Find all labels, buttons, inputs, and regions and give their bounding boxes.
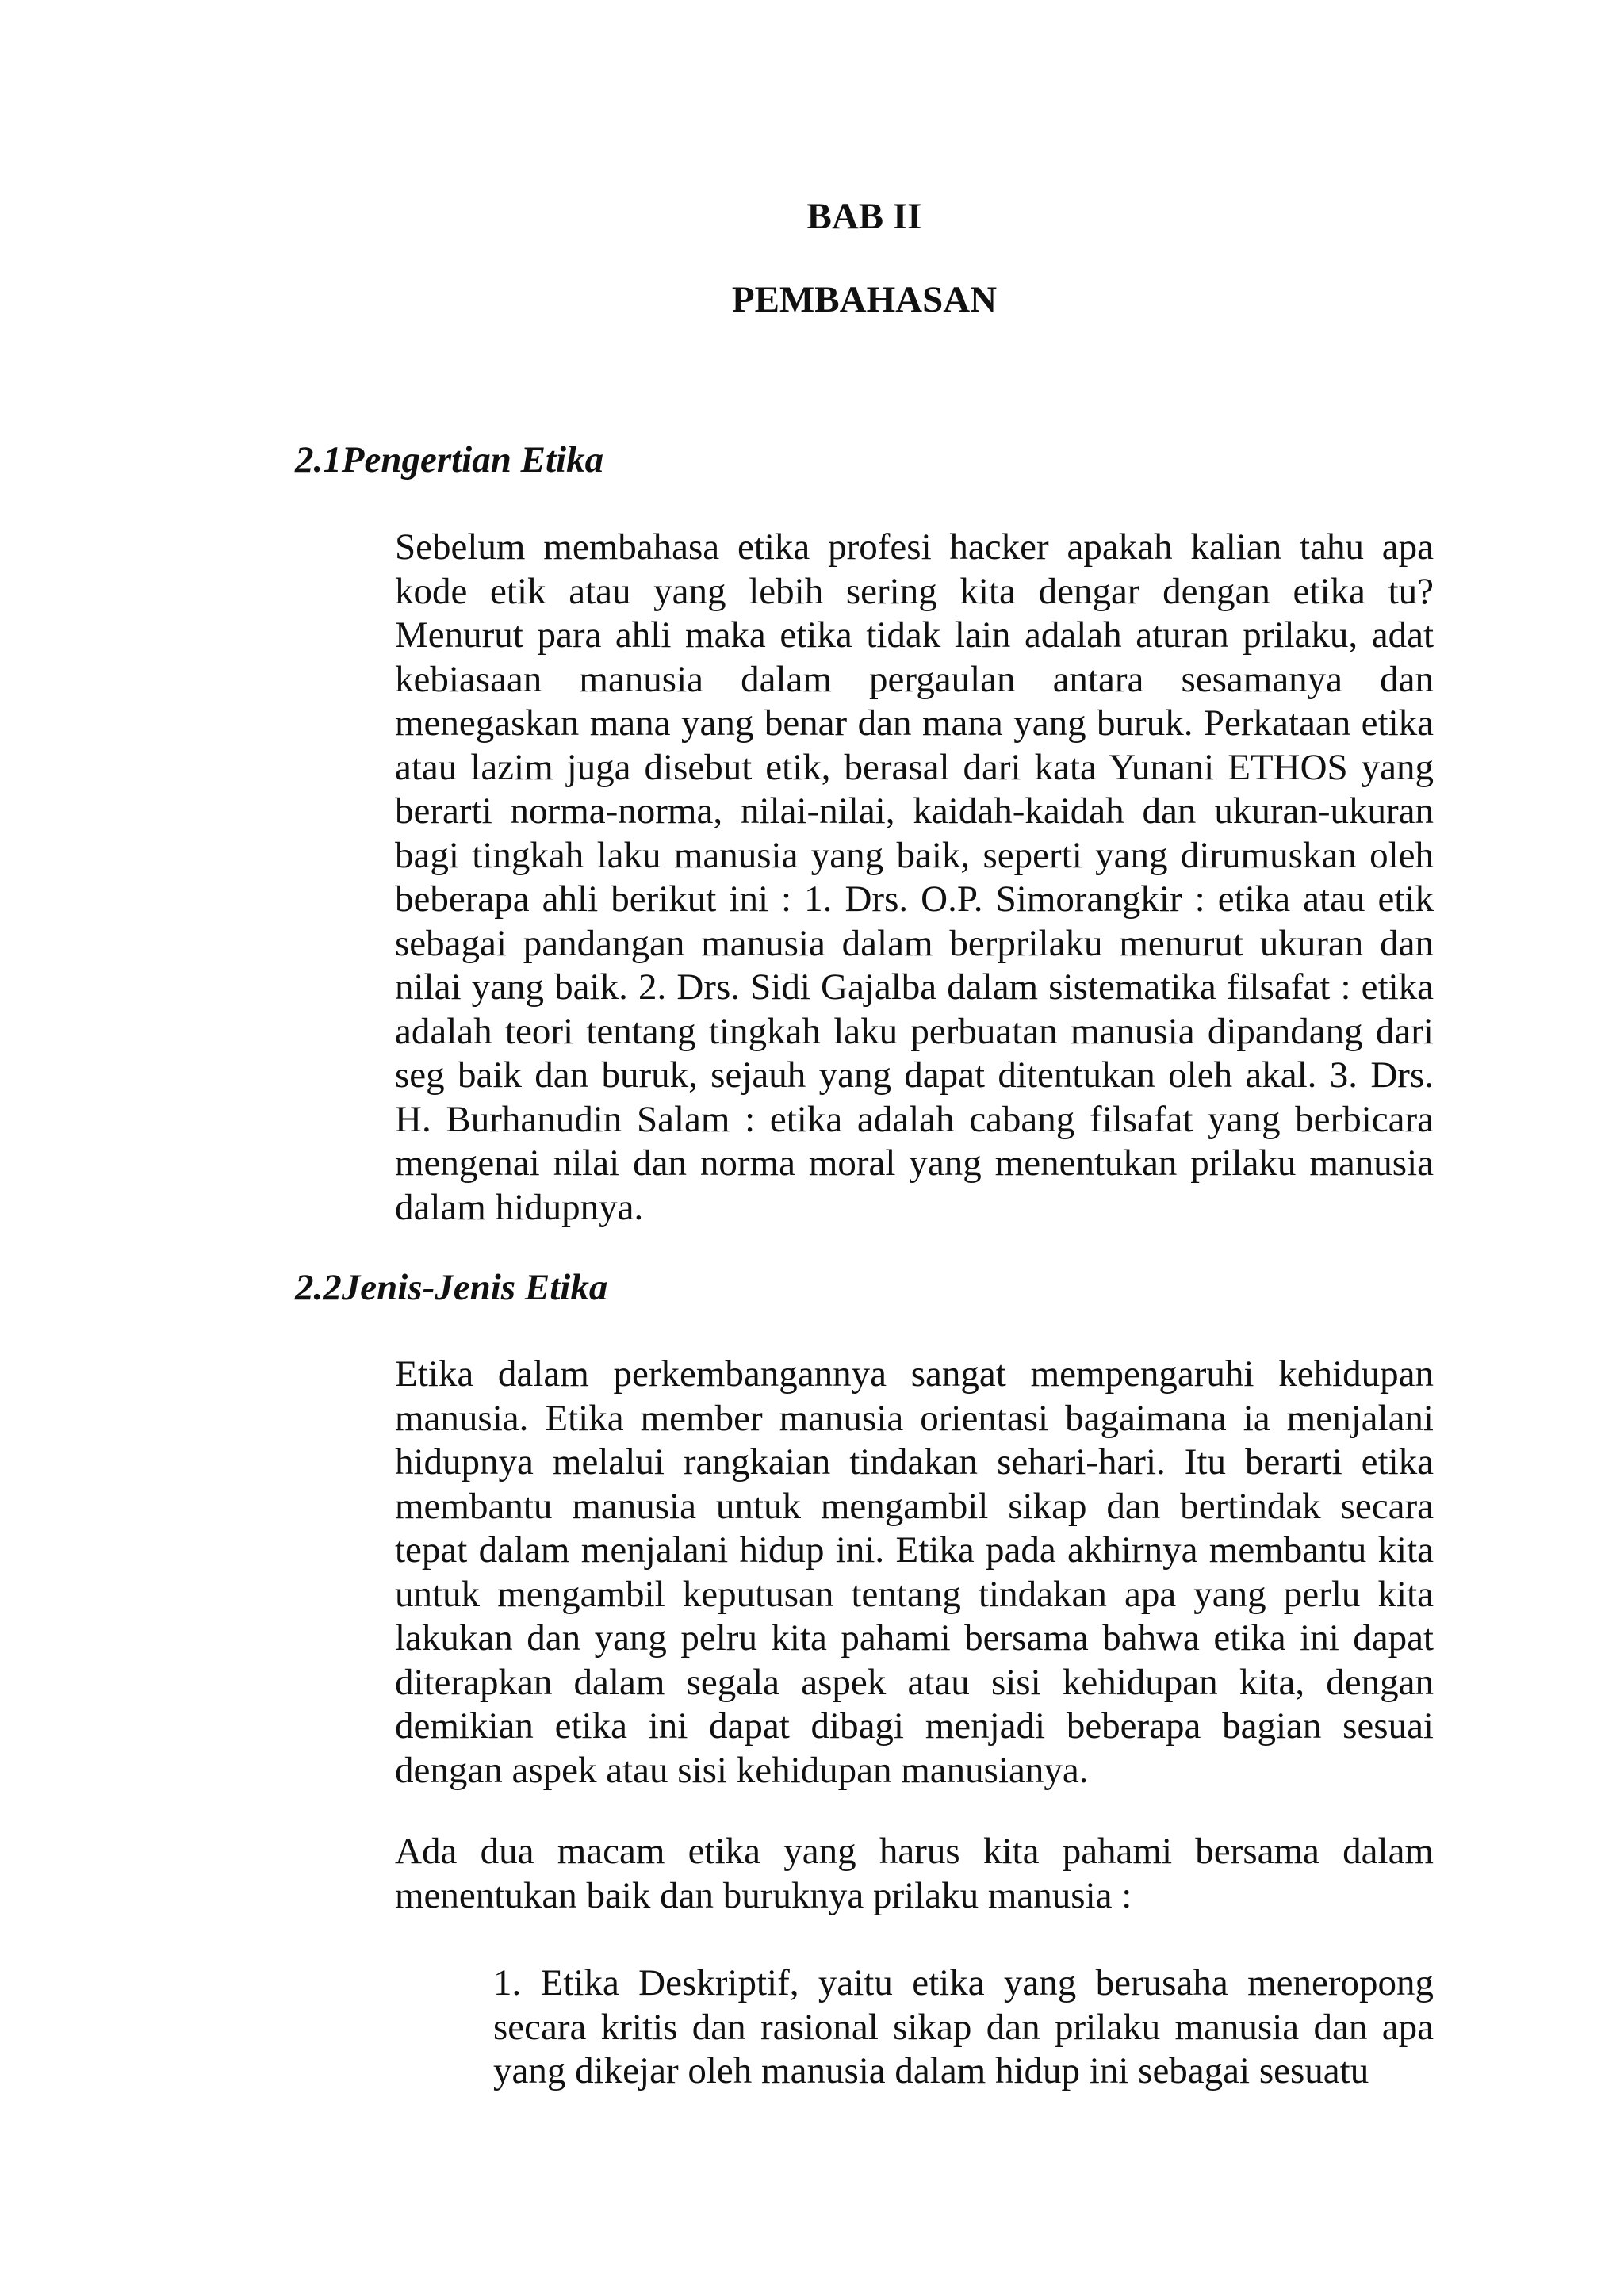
chapter-label: BAB II <box>806 196 922 237</box>
list-item-etika-deskriptif: 1. Etika Deskriptif, yaitu etika yang berusaha meneropong secara kritis dan rasional sikap dan prilaku manusia dan apa yang dikejar oleh manusia dalam hidup ini sebagai sesuatu <box>493 1962 1434 2091</box>
chapter-title: PEMBAHASAN <box>731 279 998 320</box>
paragraph-dua-macam-etika: Ada dua macam etika yang harus kita pahami bersama dalam menentukan baik dan buruknya prilaku manusia : <box>395 1831 1434 1916</box>
section-heading-pengertian-etika: 2.1Pengertian Etika <box>295 439 604 480</box>
paragraph-pengertian-etika: Sebelum membahasa etika profesi hacker apakah kalian tahu apa kode etik atau yang lebih sering kita dengar dengan etika tu? Menurut para ahli maka etika tidak lain adalah aturan prilaku, adat kebiasaan manusia dalam pergaulan antara sesamanya dan menegaskan mana yang benar dan mana yang buruk. Perkataan etika atau lazim juga disebut etik, berasal dari kata Yunani ETHOS yang berarti norma-norma, nilai-nilai, kaidah-kaidah dan ukuran-ukuran bagi tingkah laku manusia yang baik, seperti yang dirumuskan oleh beberapa ahli berikut ini : 1. Drs. O.P. Simorangkir : etika atau etik sebagai pandangan manusia dalam berprilaku menurut ukuran dan nilai yang baik. 2. Drs. Sidi Gajalba dalam sistematika filsafat : etika adalah teori tentang tingkah laku perbuatan manusia dipandang dari seg baik dan buruk, sejauh yang dapat ditentukan oleh akal. 3. Drs. H. Burhanudin Salam : etika adalah cabang filsafat yang berbicara mengenai nilai dan norma moral yang menentukan prilaku manusia dalam hidupnya. <box>395 526 1434 1228</box>
section-heading-jenis-etika: 2.2Jenis-Jenis Etika <box>295 1267 608 1308</box>
paragraph-jenis-etika-intro: Etika dalam perkembangannya sangat mempengaruhi kehidupan manusia. Etika member manusia orientasi bagaimana ia menjalani hidupnya melalui rangkaian tindakan sehari-hari. Itu berarti etika membantu manusia untuk mengambil sikap dan bertindak secara tepat dalam menjalani hidup ini. Etika pada akhirnya membantu kita untuk mengambil keputusan tentang tindakan apa yang perlu kita lakukan dan yang pelru kita pahami bersama bahwa etika ini dapat diterapkan dalam segala aspek atau sisi kehidupan kita, dengan demikian etika ini dapat dibagi menjadi beberapa bagian sesuai dengan aspek atau sisi kehidupan manusianya. <box>395 1353 1434 1791</box>
